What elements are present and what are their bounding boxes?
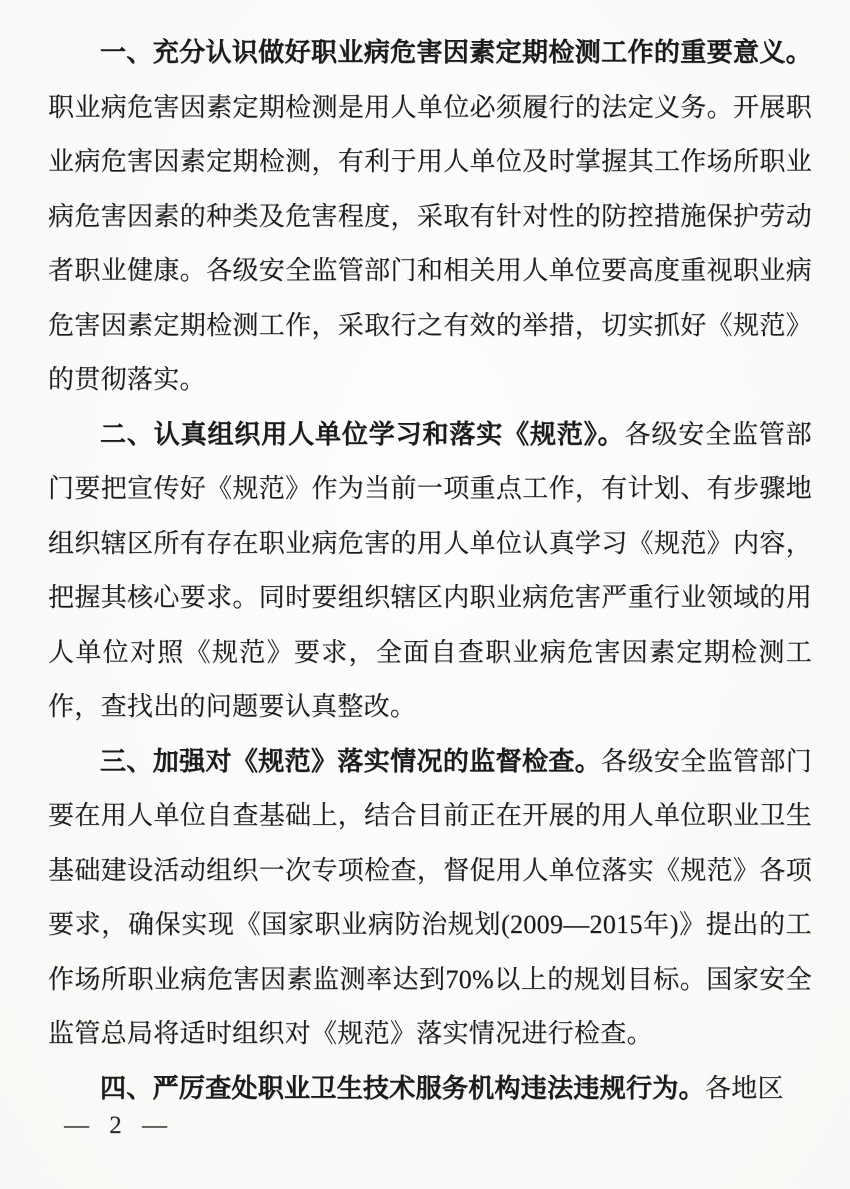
section-4-heading: 四、严厉查处职业卫生技术服务机构违法违规行为。 — [100, 1073, 705, 1103]
section-1-heading: 一、充分认识做好职业病危害因素定期检测工作的重要意义。 — [100, 38, 812, 67]
paragraph-section-3 — [48, 735, 812, 1062]
section-1-body: 职业病危害因素定期检测是用人单位必须履行的法定义务。开展职业病危害因素定期检测，有利于用人单位及时掌握其工作场所职业病危害因素的种类及危害程度，采取有针对性的防控措施保护劳动者职业健康。各级安全监管部门和相关用人单位要高度重视职业病危害因素定期检测工作，采取行之有效的举措，切实抓好《规范》的贯彻落实。 — [48, 92, 812, 394]
section-4-body: 各地区 — [704, 1073, 784, 1103]
page-number: — 2 — — [64, 1112, 174, 1139]
section-3-body: 各级安全监管部门要在用人单位自查基础上，结合目前正在开展的用人单位职业卫生基础建设活动组织一次专项检查，督促用人单位落实《规范》各项要求，确保实现《国家职业病防治规划(2009—2015年)》提出的工作场所职业病危害因素监测率达到70%以上的规划目标。国家安全监管总局将适时组织对《规范》落实情况进行检查。 — [48, 746, 813, 1048]
paragraph-section-4 — [48, 1062, 812, 1117]
section-3-heading: 三、加强对《规范》落实情况的监督检查。 — [100, 746, 602, 776]
paragraph-section-1 — [48, 26, 812, 408]
paragraph-section-2 — [48, 408, 812, 735]
document-text-block — [48, 26, 812, 1116]
section-2-body: 各级安全监管部门要把宣传好《规范》作为当前一项重点工作，有计划、有步骤地组织辖区所有存在职业病危害的用人单位认真学习《规范》内容，把握其核心要求。同时要组织辖区内职业病危害严重行业领域的用人单位对照《规范》要求，全面自查职业病危害因素定期检测工作，查找出的问题要认真整改。 — [48, 419, 812, 721]
section-2-heading: 二、认真组织用人单位学习和落实《规范》。 — [100, 419, 625, 449]
